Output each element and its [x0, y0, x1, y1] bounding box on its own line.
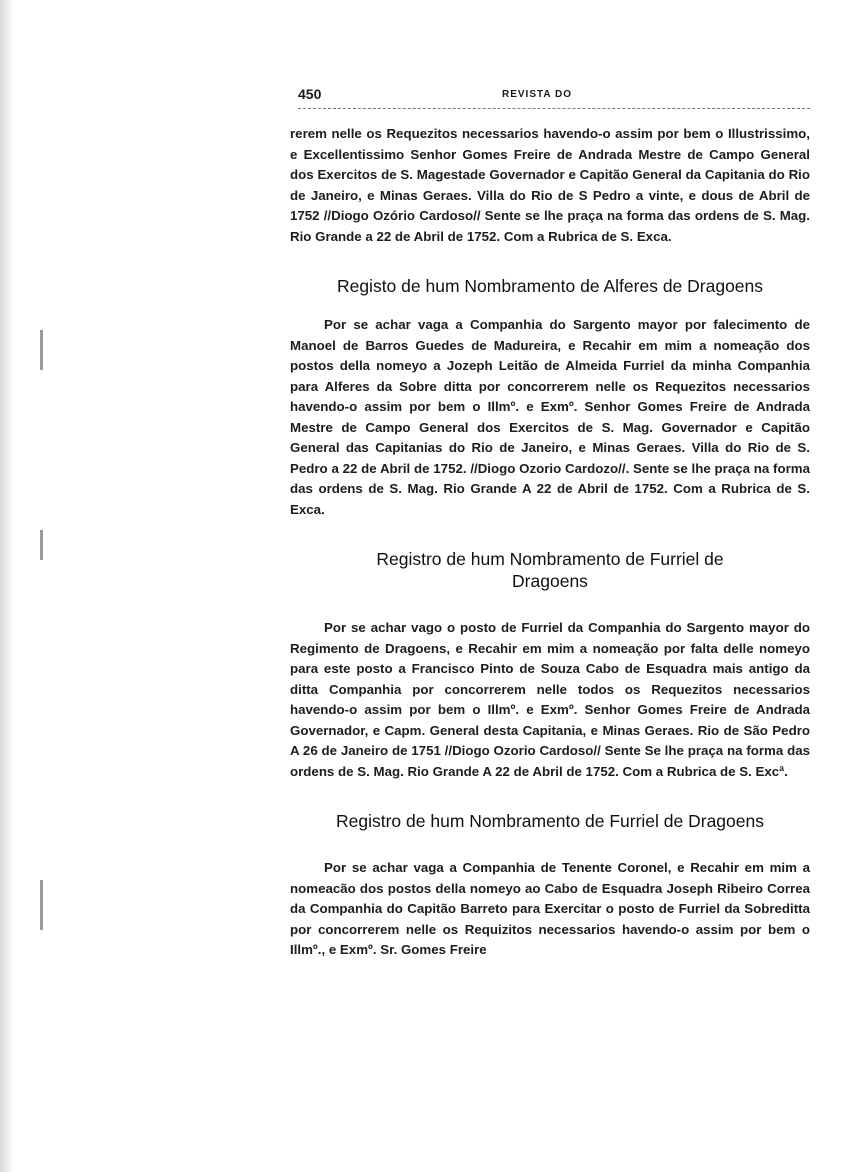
running-head: REVISTA DO — [502, 89, 573, 100]
section-heading-furriel-1: Registro de hum Nombramento de Furriel de Dragoens — [376, 549, 724, 591]
body-paragraph-furriel-2: Por se achar vaga a Companhia de Tenente Coronel, e Recahir em mim a nomeacão dos postos della nomeyo ao Cabo de Esquadra Joseph Ribeiro Correa da Companhia do Capitão Barreto para Exercitar o posto de Furriel da Sobreditta por concorrerem nelle os Requizitos necessarios havendo-o assim por bem o Illmº., e Exmº. Sr. Gomes Freire — [290, 860, 810, 957]
page-body — [290, 124, 810, 961]
section-heading-furriel-2: Registro de hum Nombramento de Furriel de Dragoens — [336, 811, 764, 831]
scan-artifact — [40, 330, 43, 370]
continuation-paragraph: rerem nelle os Requezitos necessarios havendo-o assim por bem o Illustrissimo, e Excellentissimo Senhor Gomes Freire de Andrada Mestre de Campo General dos Exercitos de S. Magestade Governador e Capitão General da Capitania do Rio de Janeiro, e Minas Geraes. Villa do Rio de S Pedro a vinte, e dous de Abril de 1752 //Diogo Ozório Cardoso// Sente se lhe praça na forma das ordens de S. Mag. Rio Grande a 22 de Abril de 1752. Com a Rubrica de S. Exca. — [290, 126, 810, 244]
scan-artifact — [40, 530, 43, 560]
body-paragraph-furriel-1: Por se achar vago o posto de Furriel da Companhia do Sargento mayor do Regimento de Dragoens, e Recahir em mim a nomeação por falta delle nomeyo para este posto a Francisco Pinto de Souza Cabo de Esquadra mais antigo da ditta Companhia por concorrerem nelle todos os Requezitos necessarios havendo-o assim por bem o Illmº. e Exmº. Senhor Gomes Freire de Andrada Governador, e Capm. General desta Capitania, e Minas Geraes. Rio de São Pedro A 26 de Janeiro de 1751 //Diogo Ozorio Cardoso// Sente Se lhe praça na forma das ordens de S. Mag. Rio Grande A 22 de Abril de 1752. Com a Rubrica de S. Excª. — [290, 620, 810, 779]
page-header — [298, 86, 810, 106]
header-rule — [298, 108, 810, 109]
scan-artifact — [40, 880, 43, 930]
scan-gutter-shadow — [0, 0, 14, 1172]
body-paragraph-alferes: Por se achar vaga a Companhia do Sargento mayor por falecimento de Manoel de Barros Guedes de Madureira, e Recahir em mim a nomeação dos postos della nomeyo a Jozeph Leitão de Almeida Furriel da minha Companhia para Alferes da Sobre ditta por concorrerem nelle os Requezitos necessarios havendo-o assim por bem o Illmº. e Exmº. Senhor Gomes Freire de Andrada Mestre de Campo General dos Exercitos de S. Mag. Governador e Capitão General das Capitanias do Rio de Janeiro, e Minas Geraes. Villa do Rio de S. Pedro a 22 de Abril de 1752. //Diogo Ozorio Cardozo//. Sente se lhe praça na forma das ordens de S. Mag. Rio Grande A 22 de Abril de 1752. Com a Rubrica de S. Exca. — [290, 317, 810, 517]
section-heading-alferes: Registo de hum Nombramento de Alferes de Dragoens — [336, 276, 764, 296]
page-number: 450 — [298, 86, 322, 102]
